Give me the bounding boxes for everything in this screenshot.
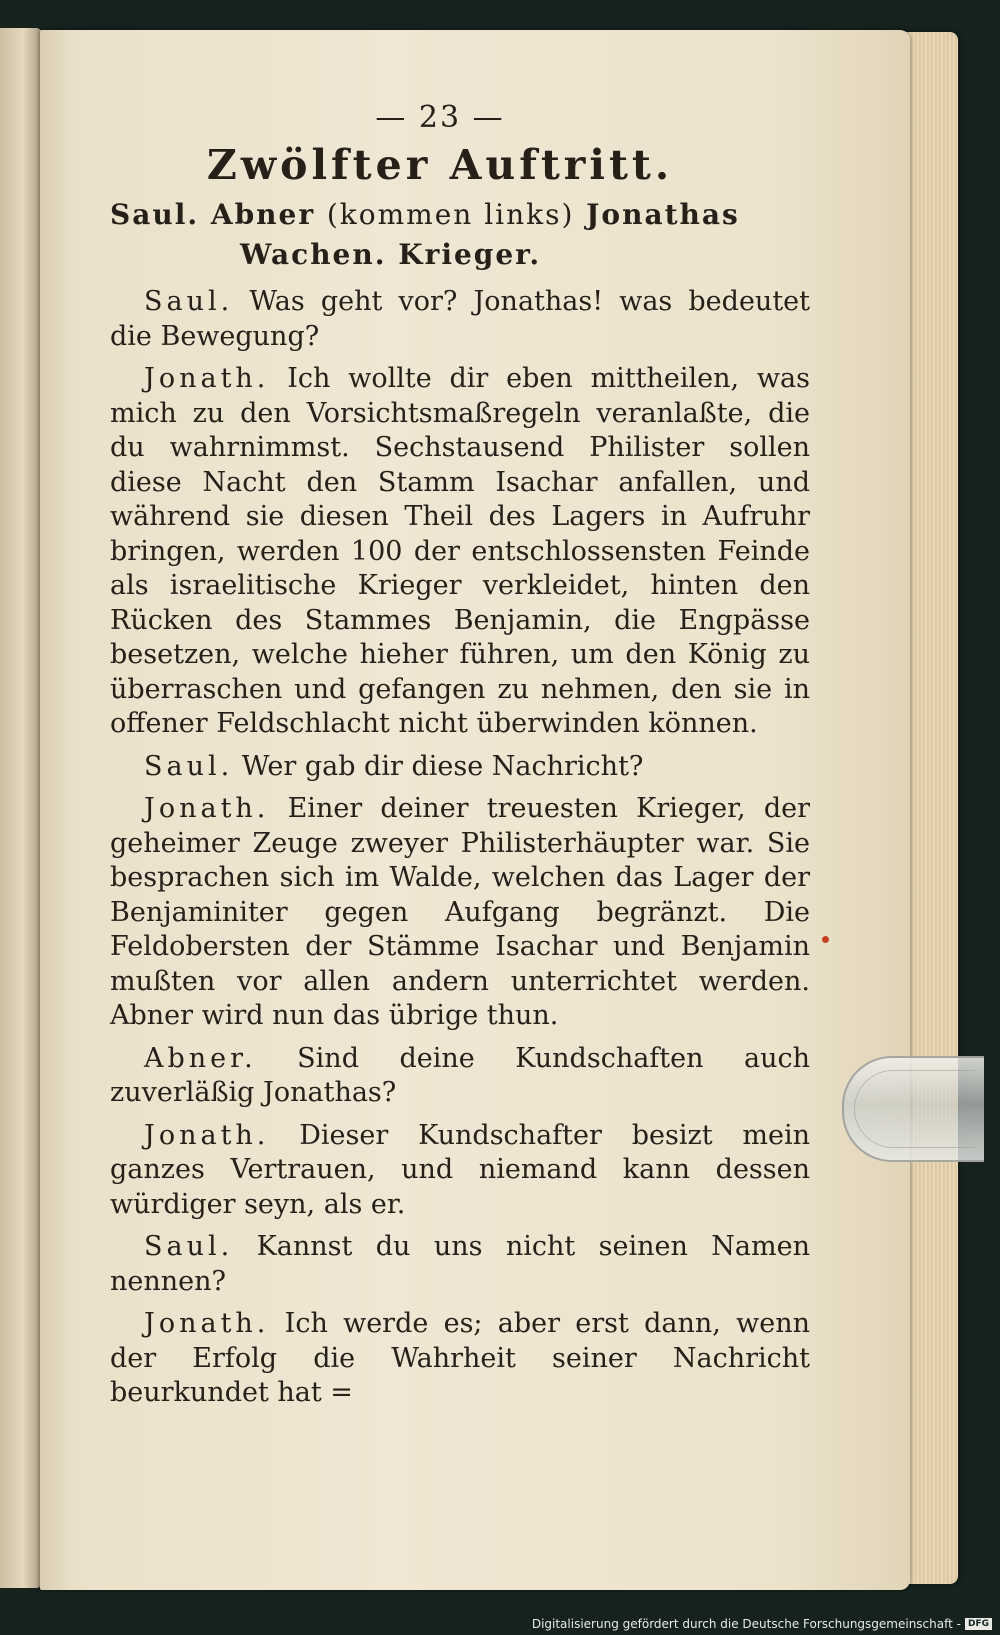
left-page-edge [0, 28, 42, 1588]
speech-text: Ich werde es; aber erst dann, wenn der Erfolg die Wahrheit seiner Nachricht beurkundet hat = [110, 1308, 811, 1408]
page-text [110, 100, 810, 1419]
cast-names: Saul. Abner [110, 198, 316, 231]
speaker-name: Jonath. [144, 1119, 270, 1151]
speaker-name: Saul. [144, 286, 234, 317]
page-edges [902, 32, 958, 1584]
red-stain [822, 936, 829, 943]
cast-names-end: Jonathas [586, 198, 740, 231]
footer-credit-text: Digitalisierung gefördert durch die Deutsche Forschungsgemeinschaft - [531, 1617, 961, 1631]
speech-text: Einer deiner treuesten Krieger, der geheimer Zeuge zweyer Philisterhäupter war. Sie besprachen sich im Walde, welchen das Lager der Benjaminiter gegen Aufgang begränzt. Die Feldobersten der Stämme Isachar und Benjamin mußten vor allen andern unterrichtet werden. Abner wird nun das übrige thun. [110, 793, 810, 1031]
speech-text: Was geht vor? Jonathas! was bedeutet die Bewegung? [110, 286, 810, 352]
scene-title: Zwölfter Auftritt. [206, 141, 674, 189]
speech-text: Kannst du uns nicht seinen Namen nennen? [110, 1231, 810, 1297]
footer-credit [532, 1617, 992, 1631]
speech [110, 285, 810, 354]
speech-text: Ich wollte dir eben mittheilen, was mich zu den Vorsichtsmaßregeln veranlaßte, die du wahrnimmst. Sechstausend Philister sollen diese Nacht den Stamm Isachar anfallen, und während sie diesen Theil des Lagers in Aufruhr bringen, werden 100 der entschlossensten Feinde als israelitische Krieger verkleidet, hinten den Rücken des Stammes Benjamin, die Engpässe besetzen, welche hieher führen, um den König zu überraschen und gefangen zu nehmen, den sie in offener Feldschlacht nicht überwinden können. [110, 363, 810, 739]
cast-names-line2: Wachen. Krieger. [240, 238, 542, 271]
speaker-name: Jonath. [144, 793, 270, 824]
speech [110, 750, 810, 785]
speech [110, 1119, 810, 1223]
dfg-logo: DFG [965, 1618, 992, 1630]
speaker-name: Jonath. [144, 363, 270, 394]
page-clip-inner [854, 1070, 975, 1148]
speech-text: Dieser Kundschafter besizt mein ganzes Vertrauen, und niemand kann dessen würdiger seyn, als er. [110, 1119, 810, 1220]
speech [110, 792, 810, 1034]
page-clip [842, 1056, 984, 1162]
speech [110, 1042, 810, 1111]
speech [110, 1230, 810, 1299]
speech-text: Wer gab dir diese Nachricht? [241, 750, 644, 782]
speech [110, 1307, 810, 1411]
speech-text: Sind deine Kundschaften auch zuverläßig Jonathas? [110, 1042, 810, 1108]
speaker-name: Saul. [144, 750, 234, 782]
stage-direction: (kommen links) [326, 198, 575, 231]
speaker-name: Saul. [144, 1231, 234, 1262]
speaker-name: Jonath. [144, 1308, 270, 1339]
page-number: — 23 — [375, 100, 505, 135]
cast-list [110, 195, 810, 275]
speaker-name: Abner. [144, 1042, 257, 1074]
speech [110, 362, 810, 742]
